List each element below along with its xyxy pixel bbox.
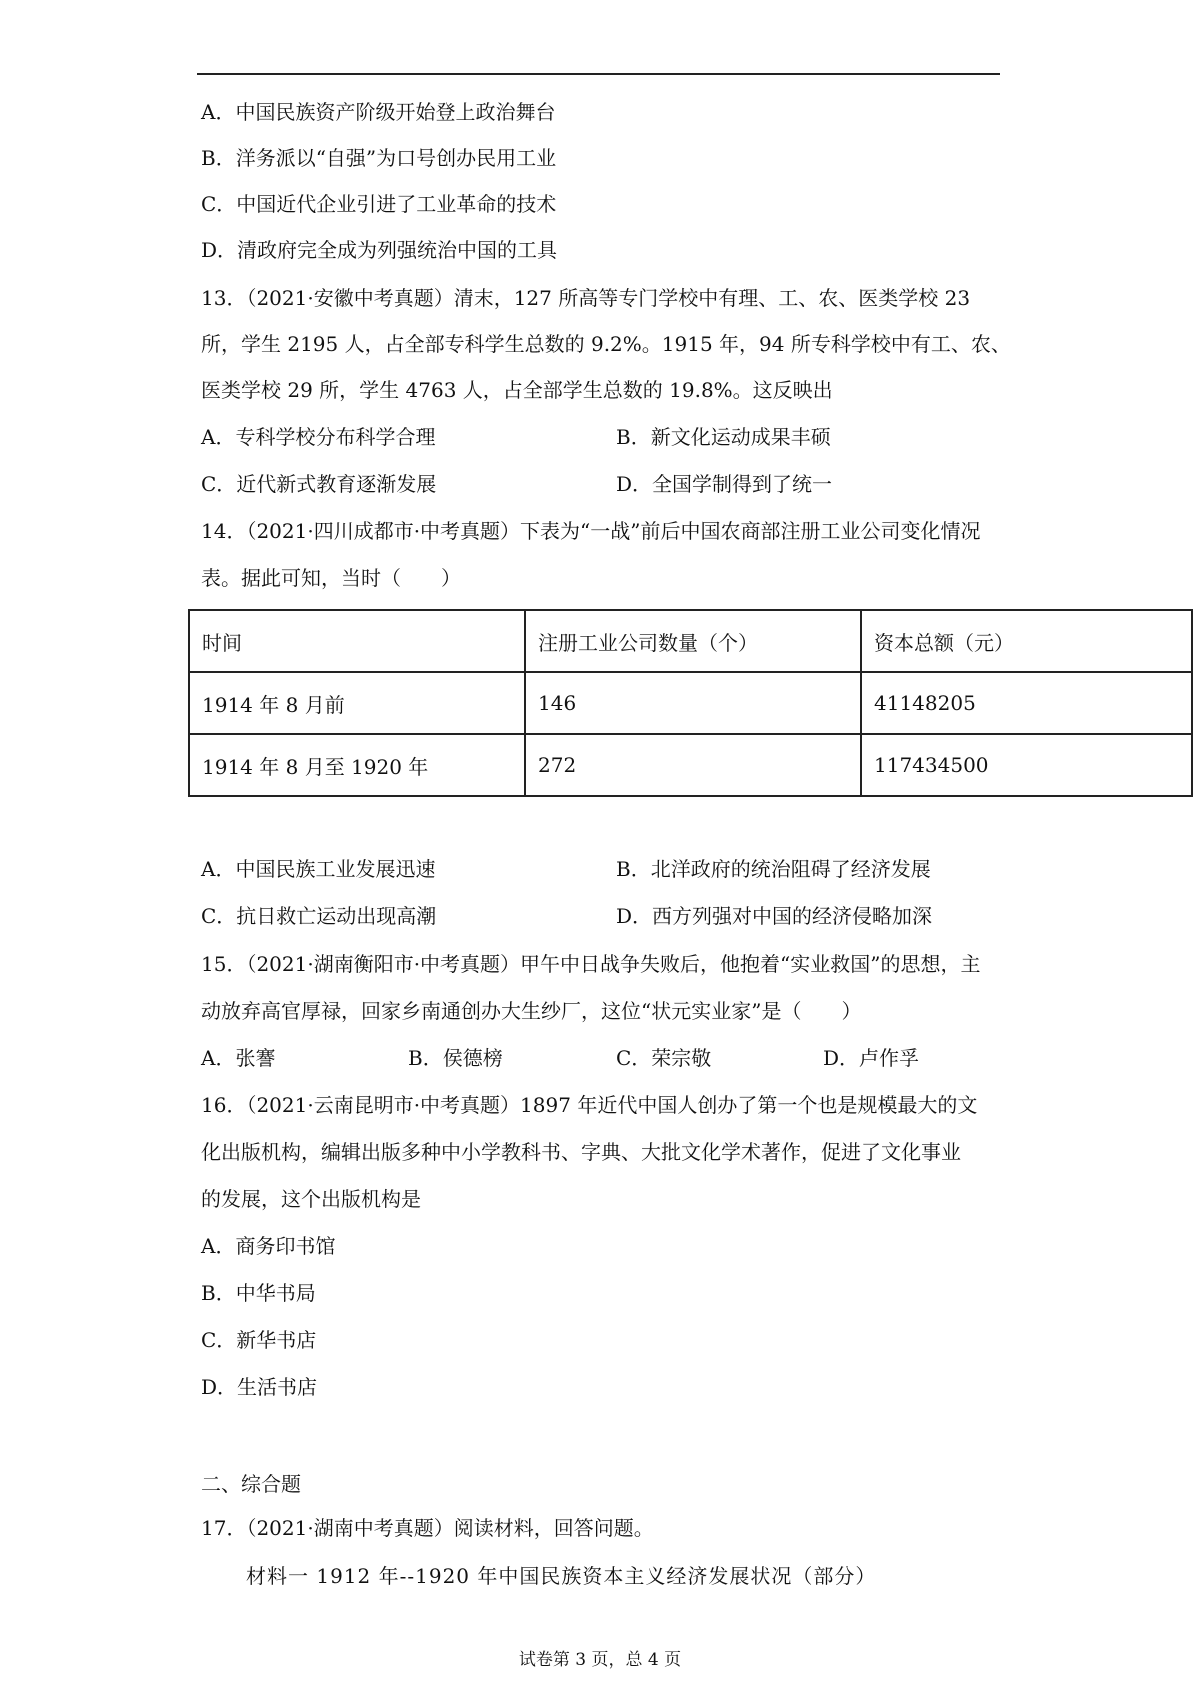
q15-option-c: C．荣宗敬 bbox=[616, 1046, 712, 1070]
header-rule bbox=[197, 73, 1000, 75]
q14-option-a: A．中国民族工业发展迅速 bbox=[201, 857, 436, 881]
q12-option-a: A．中国民族资产阶级开始登上政治舞台 bbox=[201, 100, 556, 124]
q15-option-d: D．卢作孚 bbox=[823, 1046, 920, 1070]
q15-option-b: B．侯德榜 bbox=[408, 1046, 503, 1070]
table-header-cell: 资本总额（元） bbox=[861, 610, 1192, 672]
page-footer: 试卷第 3 页，总 4 页 bbox=[518, 1650, 682, 1670]
material-caption: 材料一 1912 年--1920 年中国民族资本主义经济发展状况（部分） bbox=[246, 1564, 877, 1588]
q16-option-d: D．生活书店 bbox=[201, 1375, 318, 1399]
table-cell: 272 bbox=[525, 734, 861, 796]
q14-option-c: C．抗日救亡运动出现高潮 bbox=[201, 904, 437, 928]
table-row bbox=[189, 734, 1192, 796]
q13-stem-line: 13．（2021·安徽中考真题）清末，127 所高等专门学校中有理、工、农、医类学校 23 bbox=[201, 286, 971, 310]
q12-option-d: D．清政府完全成为列强统治中国的工具 bbox=[201, 238, 558, 262]
table-header-cell: 注册工业公司数量（个） bbox=[525, 610, 861, 672]
table-cell: 41148205 bbox=[861, 672, 1192, 734]
q16-stem-line: 化出版机构，编辑出版多种中小学教科书、字典、大批文化学术著作，促进了文化事业 bbox=[201, 1140, 961, 1164]
q16-option-b: B．中华书局 bbox=[201, 1281, 316, 1305]
table-cell: 1914 年 8 月至 1920 年 bbox=[189, 734, 525, 796]
q13-stem-line: 所，学生 2195 人，占全部专科学生总数的 9.2%。1915 年，94 所专科学校中有工、农、 bbox=[201, 332, 1011, 356]
table-cell: 117434500 bbox=[861, 734, 1192, 796]
q14-stem-line: 表。据此可知，当时（ ） bbox=[201, 566, 461, 590]
q14-option-d: D．西方列强对中国的经济侵略加深 bbox=[616, 904, 933, 928]
q13-option-d: D．全国学制得到了统一 bbox=[616, 472, 833, 496]
table-cell: 1914 年 8 月前 bbox=[189, 672, 525, 734]
q15-stem-line: 15．（2021·湖南衡阳市·中考真题）甲午中日战争失败后，他抱着“实业救国”的思想，主 bbox=[201, 952, 981, 976]
q13-option-a: A．专科学校分布科学合理 bbox=[201, 425, 436, 449]
q13-stem-line: 医类学校 29 所，学生 4763 人，占全部学生总数的 19.8%。这反映出 bbox=[201, 378, 833, 402]
q17-stem-line: 17．（2021·湖南中考真题）阅读材料，回答问题。 bbox=[201, 1516, 654, 1540]
table-header-cell: 时间 bbox=[189, 610, 525, 672]
q15-stem-line: 动放弃高官厚禄，回家乡南通创办大生纱厂，这位“状元实业家”是（ ） bbox=[201, 999, 862, 1023]
q12-option-c: C．中国近代企业引进了工业革命的技术 bbox=[201, 192, 557, 216]
section-title: 二、综合题 bbox=[201, 1472, 301, 1496]
q16-stem-line: 的发展，这个出版机构是 bbox=[201, 1187, 421, 1211]
q14-option-b: B．北洋政府的统治阻碍了经济发展 bbox=[616, 857, 931, 881]
q12-option-b: B．洋务派以“自强”为口号创办民用工业 bbox=[201, 146, 557, 170]
q13-option-b: B．新文化运动成果丰硕 bbox=[616, 425, 831, 449]
q14-stem-line: 14．（2021·四川成都市·中考真题）下表为“一战”前后中国农商部注册工业公司变化情况 bbox=[201, 519, 981, 543]
q15-option-a: A．张謇 bbox=[201, 1046, 276, 1070]
q16-stem-line: 16．（2021·云南昆明市·中考真题）1897 年近代中国人创办了第一个也是规模最大的文 bbox=[201, 1093, 978, 1117]
table-header-row bbox=[189, 610, 1192, 672]
q16-option-a: A．商务印书馆 bbox=[201, 1234, 336, 1258]
q14-table bbox=[188, 609, 1193, 797]
table-row bbox=[189, 672, 1192, 734]
q16-option-c: C．新华书店 bbox=[201, 1328, 317, 1352]
q13-option-c: C．近代新式教育逐渐发展 bbox=[201, 472, 437, 496]
table-cell: 146 bbox=[525, 672, 861, 734]
